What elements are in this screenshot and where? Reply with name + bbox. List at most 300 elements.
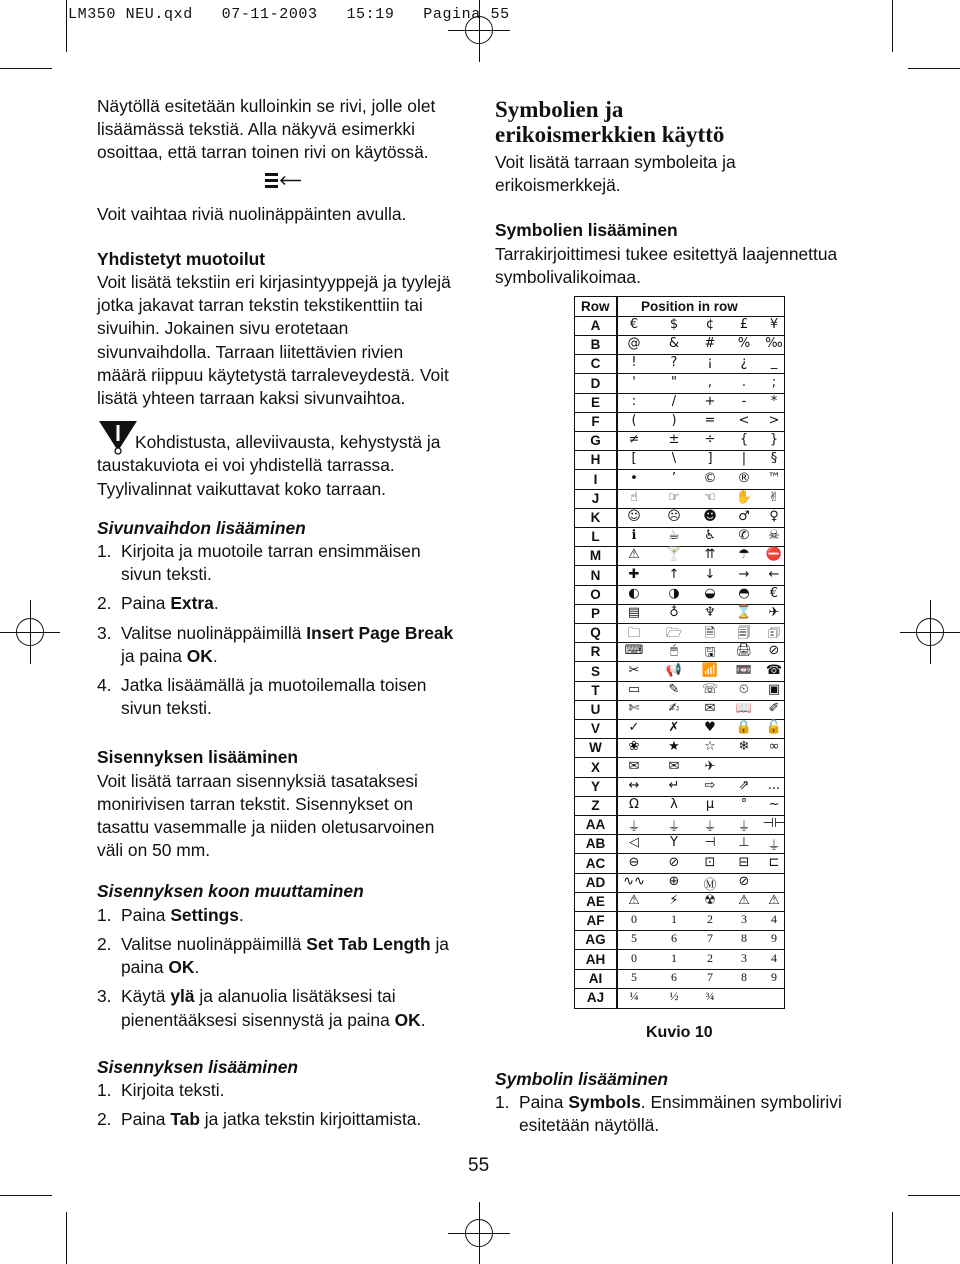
- symbol-cell: ): [671, 413, 677, 428]
- warning-note: [97, 431, 457, 501]
- symbol-cell: →: [738, 566, 750, 582]
- symbol-cell: 7: [707, 969, 713, 984]
- symbol-cell: ½: [669, 989, 679, 1003]
- symbol-cell: ✐: [768, 701, 780, 716]
- intro-paragraph: Näytöllä esitetään kulloinkin se rivi, jolle olet lisäämässä tekstiä. Alla näkyvä esimerkki osoittaa, että tarran toinen rivi on käytössä.: [97, 96, 436, 163]
- symbol-cell: 🗎: [704, 626, 716, 642]
- symbol-cell: ¾: [705, 989, 715, 1003]
- symbol-cell: 2: [707, 950, 713, 965]
- symbol-cell: ‰: [765, 336, 783, 352]
- row-label: AD: [585, 874, 606, 890]
- row-label: V: [590, 721, 600, 737]
- symbol-cell: ◒: [704, 585, 716, 601]
- row-label: S: [590, 663, 600, 679]
- symbol-cell: €: [769, 585, 779, 601]
- symbol-cell: ✆: [738, 528, 750, 544]
- symbol-cell: ✍: [668, 701, 680, 716]
- symbol-cell: ☜: [704, 489, 716, 505]
- symbol-cell: 🔓: [765, 720, 783, 736]
- symbol-cell: (: [631, 413, 637, 428]
- symbol-cell: ↵: [668, 777, 680, 793]
- table-header: [575, 297, 784, 317]
- symbol-cell: ®: [737, 470, 751, 486]
- row-label: AJ: [586, 990, 605, 1005]
- symbol-cell: ✚: [628, 566, 640, 582]
- symbol-cell: 5: [631, 931, 637, 946]
- symbol-cell: 9: [771, 931, 777, 946]
- row-label: J: [591, 490, 600, 506]
- table-row: [575, 662, 784, 682]
- symbol-cell: ☢: [704, 893, 716, 908]
- symbol-cell: ⛔: [765, 547, 783, 563]
- symbol-cell: ÷: [704, 432, 716, 448]
- row-label: L: [591, 529, 600, 545]
- table-row: [575, 700, 784, 720]
- symbol-cell: ✈: [768, 605, 780, 620]
- table-row: [575, 585, 784, 605]
- symbol-cell: ☏: [701, 681, 719, 697]
- symbol-cell: ✓: [628, 720, 640, 736]
- table-row: [575, 892, 784, 912]
- symbol-cell: ☆: [704, 739, 716, 755]
- symbol-cell: ≠: [628, 432, 640, 448]
- symbol-cell: ☎: [765, 662, 783, 678]
- symbol-cell: ⚡: [669, 893, 679, 908]
- symbol-cell: ◓: [738, 585, 750, 601]
- symbol-cell: £: [739, 317, 749, 332]
- symbol-cell: ↓: [704, 566, 716, 582]
- symbol-cell: 4: [771, 912, 777, 927]
- page-number: 55: [468, 1155, 490, 1176]
- line-indicator-icon: [97, 165, 457, 203]
- symbol-cell: ⌨: [624, 643, 644, 659]
- table-row: [575, 604, 784, 624]
- table-row: [575, 758, 784, 778]
- row-label: AH: [585, 951, 606, 967]
- symbol-cell: .: [741, 374, 747, 390]
- symbol-cell: !: [631, 355, 637, 371]
- table-row: [575, 796, 784, 816]
- symbol-cell: <: [738, 413, 750, 428]
- table-row: [575, 374, 784, 394]
- symbol-cell: ❀: [628, 739, 640, 755]
- row-label: F: [591, 414, 600, 429]
- symbol-cell: ♁: [669, 605, 679, 620]
- crop-mark: [892, 1212, 893, 1264]
- symbol-insert-section: [495, 1068, 855, 1144]
- symbol-cell: 0: [631, 912, 637, 927]
- symbol-cell: ¡: [707, 355, 713, 371]
- symbol-cell: ¥: [769, 317, 779, 332]
- row-label: AI: [588, 970, 603, 986]
- symbol-cell: •: [630, 470, 638, 486]
- symbol-cell: 🗊: [767, 626, 781, 642]
- row-label: AB: [585, 836, 606, 852]
- page-break-heading: Sivunvaihdon lisääminen: [97, 517, 306, 538]
- step: 3. Valitse nuolinäppäimillä Insert Page Break ja paina OK.: [97, 622, 454, 666]
- table-row: [575, 527, 784, 547]
- symbol-cell: 📢: [665, 662, 683, 678]
- symbol-cell: ⏚: [667, 820, 681, 836]
- table-row: [575, 681, 784, 701]
- symbol-cell: ⌛: [735, 605, 753, 620]
- symbol-cell: ’: [671, 470, 677, 486]
- symbol-cell: ☞: [668, 489, 680, 505]
- symbol-cell: ⊡: [704, 854, 716, 870]
- step: 1. Kirjoita teksti.: [97, 1079, 225, 1100]
- symbol-cell: ?: [670, 355, 678, 371]
- table-row: [575, 873, 784, 893]
- registration-mark: [0, 632, 60, 633]
- crop-mark: [908, 1195, 960, 1196]
- row-label: Z: [591, 798, 600, 813]
- table-row: [575, 335, 784, 355]
- table-row: [575, 642, 784, 662]
- table-row: [575, 566, 784, 586]
- right-column: [495, 97, 855, 289]
- symbol-cell: ▤: [627, 605, 641, 620]
- symbol-cell: ⊣: [704, 835, 716, 851]
- symbol-cell: &: [668, 336, 680, 352]
- symbol-cell: ⏚: [627, 820, 641, 836]
- step: 2. Paina Tab ja jatka tekstin kirjoittamista.: [97, 1109, 422, 1130]
- insert-symbol-steps: [495, 1091, 855, 1137]
- page-break-steps: [97, 540, 457, 720]
- table-row: [575, 450, 784, 470]
- symbol-cell: ⊥: [738, 835, 750, 851]
- row-label: AF: [586, 913, 605, 929]
- symbol-cell: ♆: [704, 605, 716, 620]
- symbol-cell: ❄: [738, 739, 750, 755]
- row-label: E: [590, 394, 600, 410]
- symbol-cell: ◑: [668, 585, 680, 601]
- symbol-cell: ✈: [704, 758, 716, 774]
- combined-formats-text: Voit lisätä tekstiin eri kirjasintyyppejä ja tyylejä jotka jakavat tarran tekstin tekstikenttiin tai sivuihin. Jokainen sivu erotetaan sivunvaihdolla. Tarraan liitettävien rivien määrä riippuu käytetystä tarraleveydestä. Voit lisätä yhteen tarraan kaksi sivunvaihtoa.: [97, 272, 451, 409]
- step: 3. Käytä ylä ja alanuolia lisätäksesi tai pienentääksesi sisennystä ja paina OK.: [97, 986, 426, 1030]
- table-row: [575, 470, 784, 490]
- symbol-cell: 6: [671, 969, 677, 984]
- symbol-cell: ✌: [768, 489, 780, 505]
- table-row: [575, 431, 784, 451]
- crop-mark: [0, 68, 52, 69]
- crop-mark: [0, 1195, 52, 1196]
- symbol-cell: 🗀: [627, 626, 641, 642]
- symbol-cell: 8: [741, 969, 747, 984]
- step: 1. Paina Symbols. Ensimmäinen symbolirivi esitetään näytöllä.: [495, 1092, 842, 1136]
- symbol-cell: ⊏: [768, 854, 780, 870]
- row-label: C: [590, 356, 601, 372]
- symbol-cell: ⊟: [738, 854, 750, 870]
- symbol-cell: ☠: [768, 528, 780, 544]
- symbol-cell: ☻: [703, 509, 717, 524]
- symbol-cell: ◐: [628, 585, 640, 601]
- symbol-cell: ¢: [705, 317, 715, 332]
- symbol-cell: 🔒: [735, 720, 753, 736]
- row-label: Y: [590, 778, 600, 794]
- symbol-cell: ⏚: [703, 820, 717, 836]
- add-symbols-text: Tarrakirjoittimesi tukee esitettyä laajennettua symbolivalikoimaa.: [495, 243, 838, 287]
- symbol-cell: ©: [703, 470, 717, 486]
- symbol-cell: ⇈: [704, 547, 716, 563]
- symbol-cell: 9: [771, 969, 777, 984]
- row-label: B: [590, 337, 601, 353]
- symbol-cell: 📖: [735, 701, 753, 716]
- combined-formats-heading: Yhdistetyt muotoilut: [97, 248, 266, 269]
- symbol-cell: #: [704, 336, 716, 352]
- table-row: [575, 393, 784, 413]
- table-row: [575, 815, 784, 835]
- row-label: AG: [585, 932, 606, 948]
- table-row: [575, 546, 784, 566]
- symbol-cell: \: [671, 451, 677, 467]
- indent-text: Voit lisätä tarraan sisennyksiä tasataksesi monirivisen tarran tekstit. Sisennykset on tasattu vasemmalle ja niiden oletusarvoinen väli on 50 mm.: [97, 770, 435, 861]
- symbol-cell: 5: [631, 969, 637, 984]
- table-row: [575, 412, 784, 432]
- step: 1. Kirjoita ja muotoile tarran ensimmäisen sivun teksti.: [97, 541, 421, 585]
- header-position: Position in row: [641, 299, 738, 314]
- symbol-cell: ☂: [738, 547, 750, 563]
- warning-text: Kohdistusta, alleviivausta, kehystystä ja taustakuviota ei voi yhdistellä tarrassa. Tyylivalinnat vaikuttavat koko tarraan.: [97, 432, 441, 499]
- symbol-cell: ♿: [704, 528, 716, 544]
- table-row: [575, 854, 784, 874]
- symbol-cell: ←: [768, 566, 780, 582]
- symbol-cell: 8: [741, 931, 747, 946]
- table-row: [575, 930, 784, 950]
- symbol-cell: ⇨: [704, 777, 716, 793]
- indent-add-heading: Sisennyksen lisääminen: [97, 1056, 299, 1077]
- step: 2. Valitse nuolinäppäimillä Set Tab Length ja paina OK.: [97, 933, 449, 978]
- file-slug: LM350 NEU.qxd 07-11-2003 15:19 Pagina 55: [68, 6, 510, 23]
- symbol-cell: 3: [741, 912, 747, 927]
- section-title: Symbolien ja erikoismerkkien käyttö: [495, 97, 725, 147]
- symbol-cell: ⊘: [668, 854, 680, 870]
- symbol-cell: @: [627, 336, 641, 352]
- symbol-cell: |: [741, 451, 747, 467]
- symbol-cell: ⚠: [628, 547, 640, 563]
- symbol-cell: ↔: [628, 777, 640, 793]
- symbol-cell: ☕: [668, 528, 680, 544]
- arrow-hint: Voit vaihtaa riviä nuolinäppäinten avulla.: [97, 203, 407, 224]
- table-row: [575, 354, 784, 374]
- symbol-table: [574, 296, 785, 1009]
- registration-mark: [448, 1233, 510, 1234]
- symbol-cell: -: [741, 393, 747, 409]
- row-label: U: [590, 702, 601, 717]
- symbol-cell: +: [704, 393, 716, 409]
- symbol-cell: 🍸: [665, 547, 683, 563]
- symbol-cell: ☝: [630, 489, 638, 505]
- step: 2. Paina Extra.: [97, 593, 219, 614]
- symbol-cell: µ: [705, 797, 715, 812]
- symbol-cell: ✉: [704, 701, 716, 716]
- table-row: [575, 834, 784, 854]
- row-label: D: [590, 375, 601, 391]
- registration-mark: [900, 632, 960, 633]
- symbol-cell: ✄: [628, 701, 640, 716]
- symbol-cell: €: [629, 317, 639, 332]
- row-label: T: [591, 682, 600, 698]
- row-label: AE: [586, 894, 605, 909]
- symbol-cell: _: [770, 355, 778, 371]
- symbol-cell: Y: [670, 835, 678, 851]
- symbol-cell: {: [739, 432, 749, 448]
- symbol-cell: ": [671, 374, 677, 390]
- symbol-cell: ': [632, 374, 636, 390]
- indent-size-steps: [97, 904, 457, 1032]
- symbol-cell: ⊘: [738, 873, 750, 889]
- registration-mark: [448, 30, 510, 31]
- table-row: [575, 719, 784, 739]
- symbols-intro: Voit lisätä tarraan symboleita ja erikoismerkkejä.: [495, 152, 736, 196]
- symbol-cell: ⊖: [628, 854, 640, 870]
- symbol-cell: ◁: [629, 835, 639, 851]
- symbol-cell: ¼: [629, 989, 639, 1003]
- row-label: O: [590, 586, 601, 602]
- crop-mark: [892, 0, 893, 52]
- symbol-cell: ±: [668, 432, 680, 448]
- symbol-cell: 📼: [735, 662, 753, 678]
- table-row: [575, 950, 784, 970]
- symbol-cell: ✗: [668, 720, 680, 736]
- symbol-cell: ▣: [767, 681, 781, 697]
- symbol-cell: 🗁: [665, 626, 683, 642]
- table-row: [575, 489, 784, 509]
- symbol-cell: /: [671, 393, 677, 409]
- symbol-cell: ✎: [668, 681, 680, 697]
- table-row: [575, 969, 784, 989]
- symbol-cell: 🖨: [735, 643, 753, 659]
- symbol-cell: ☺: [627, 509, 641, 524]
- symbol-cell: Ω: [629, 797, 639, 812]
- table-row: [575, 988, 784, 1007]
- symbol-cell: ¿: [740, 355, 748, 371]
- indent-size-heading: Sisennyksen koon muuttaminen: [97, 881, 364, 902]
- symbol-cell: ✉: [628, 758, 640, 774]
- symbol-cell: ;: [771, 374, 777, 390]
- symbol-cell: ↑: [668, 566, 680, 582]
- symbol-cell: =: [704, 413, 716, 428]
- symbol-cell: 1: [671, 950, 677, 965]
- symbol-cell: ♀: [769, 509, 779, 524]
- table-row: [575, 738, 784, 758]
- row-label: W: [589, 740, 602, 756]
- symbol-cell: ✋: [735, 489, 753, 505]
- crop-mark: [66, 1212, 67, 1264]
- symbol-cell: ⚠: [628, 893, 640, 908]
- table-row: [575, 777, 784, 797]
- figure-caption: Kuvio 10: [646, 1024, 713, 1041]
- row-label: R: [590, 644, 601, 660]
- row-label: X: [590, 759, 600, 775]
- row-label: I: [593, 471, 598, 487]
- symbol-cell: 🖫: [704, 645, 716, 661]
- symbol-cell: ♥: [704, 720, 716, 736]
- symbol-cell: ∞: [768, 739, 780, 755]
- symbol-cell: ♂: [738, 509, 750, 524]
- row-label: K: [590, 510, 601, 525]
- header-row: Row: [581, 299, 610, 314]
- symbol-cell: 3: [741, 950, 747, 965]
- row-label: H: [590, 452, 601, 468]
- symbol-cell: ⊕: [668, 873, 680, 889]
- symbol-cell: Ⓜ: [703, 877, 717, 893]
- symbol-cell: ℹ: [631, 528, 637, 544]
- symbol-cell: 🖱: [670, 643, 678, 659]
- symbol-cell: ~: [768, 797, 780, 812]
- symbol-cell: ,: [707, 374, 713, 390]
- crop-mark: [908, 68, 960, 69]
- symbol-cell: ™: [767, 470, 781, 486]
- symbol-cell: λ: [670, 797, 678, 812]
- symbol-cell: >: [768, 413, 780, 428]
- symbol-cell: ∿∿: [623, 873, 645, 889]
- symbol-cell: 6: [671, 931, 677, 946]
- symbol-cell: 0: [631, 950, 637, 965]
- table-row: [575, 508, 784, 528]
- symbol-cell: %: [737, 336, 751, 352]
- symbol-cell: ⏚: [737, 820, 751, 836]
- indent-add-steps: [97, 1079, 457, 1131]
- symbol-cell: 2: [707, 912, 713, 927]
- symbol-cell: ⚠: [768, 893, 780, 908]
- symbol-cell: ▭: [627, 681, 641, 697]
- row-label: AA: [585, 817, 606, 833]
- symbol-cell: 7: [707, 931, 713, 946]
- symbol-cell: }: [769, 432, 779, 448]
- symbol-cell: ✂: [628, 662, 640, 678]
- symbol-cell: ✉: [668, 758, 680, 774]
- step: 1. Paina Settings.: [97, 904, 244, 925]
- symbol-cell: ⏚: [767, 839, 781, 855]
- symbol-cell: ★: [668, 739, 680, 755]
- symbol-cell: ⊣⊢: [762, 816, 786, 832]
- table-row: [575, 623, 784, 643]
- symbol-cell: *: [770, 393, 778, 409]
- symbol-cell: 📶: [701, 662, 719, 678]
- symbol-cell: ☹: [667, 509, 681, 524]
- left-column: [97, 95, 457, 1137]
- symbol-cell: :: [631, 393, 637, 409]
- step: 4. Jatka lisäämällä ja muotoilemalla toisen sivun teksti.: [97, 675, 427, 719]
- symbol-cell: [: [631, 451, 637, 467]
- symbol-cell: °: [740, 797, 748, 812]
- symbol-cell: ]: [707, 451, 713, 467]
- symbol-cell: $: [669, 317, 679, 332]
- row-label: N: [590, 567, 601, 583]
- symbol-cell: ⊘: [768, 643, 780, 659]
- symbol-cell: §: [770, 451, 778, 467]
- symbol-cell: ⚠: [738, 893, 750, 908]
- symbol-cell: ...: [767, 777, 781, 793]
- table-row: [575, 911, 784, 931]
- row-label: P: [590, 606, 600, 621]
- row-label: Q: [590, 625, 601, 641]
- add-symbols-heading: Symbolien lisääminen: [495, 220, 678, 241]
- symbol-cell: ⏲: [738, 681, 750, 697]
- row-label: AC: [585, 855, 606, 871]
- row-label: M: [589, 548, 602, 564]
- table-row: [575, 316, 784, 336]
- row-label: G: [590, 433, 601, 449]
- symbol-cell: 1: [671, 912, 677, 927]
- symbol-cell: 4: [771, 950, 777, 965]
- warning-icon: [99, 421, 137, 455]
- symbol-cell: ⇗: [738, 777, 750, 793]
- row-label: A: [590, 318, 601, 333]
- insert-symbol-heading: Symbolin lisääminen: [495, 1069, 668, 1089]
- indent-heading: Sisennyksen lisääminen: [97, 747, 299, 768]
- symbol-cell: 🗐: [737, 626, 751, 642]
